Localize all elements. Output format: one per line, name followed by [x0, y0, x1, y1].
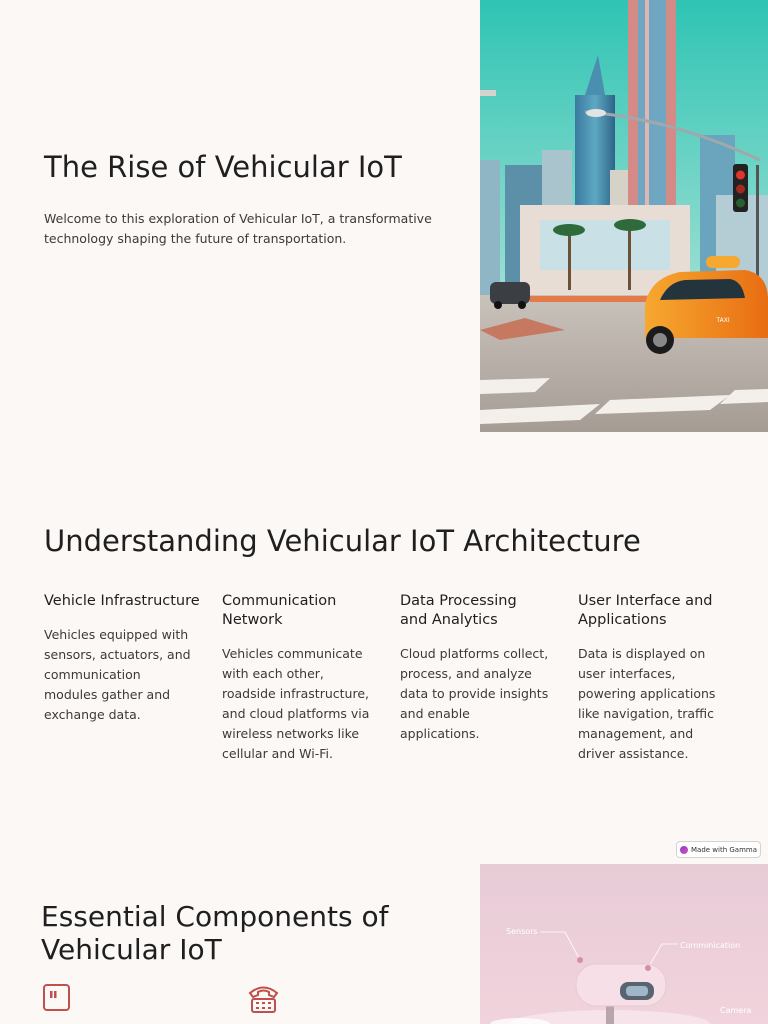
- architecture-column-communication-network: [222, 592, 382, 764]
- sensor-icon: [43, 984, 70, 1015]
- slide-rise-of-vehicular-iot: [0, 0, 768, 432]
- slide-title: Essential Components of Vehicular IoT: [41, 900, 389, 966]
- architecture-column-user-interface: [578, 592, 738, 764]
- architecture-column-vehicle-infrastructure: [44, 592, 204, 725]
- badge-label: Made with Gamma: [690, 845, 758, 854]
- slide-essential-components: [0, 864, 768, 1024]
- sensors-label: Sensors: [506, 927, 538, 936]
- vehicle-sensor-illustration: [480, 864, 768, 1024]
- column-heading: Communication Network: [222, 593, 337, 628]
- column-text: Cloud platforms collect, process, and analyze data to provide insights and enable applications.: [400, 646, 549, 741]
- column-heading: User Interface and Applications: [578, 593, 713, 628]
- slide-title: The Rise of Vehicular IoT: [44, 150, 402, 184]
- city-taxi-illustration: [480, 0, 768, 432]
- camera-label: Camera: [720, 1006, 752, 1015]
- slide-title: Understanding Vehicular IoT Architecture: [44, 524, 641, 558]
- taxi-sign-text: TAXI: [716, 317, 730, 324]
- architecture-column-data-processing: [400, 592, 560, 744]
- telephone-icon: [248, 984, 279, 1017]
- slide-intro-text: Welcome to this exploration of Vehicular IoT, a transformative technology shaping the future of transportation.: [44, 211, 432, 246]
- column-text: Data is displayed on user interfaces, powering applications like navigation, traffic management, and driver assistance.: [578, 646, 716, 761]
- column-text: Vehicles communicate with each other, roadside infrastructure, and cloud platforms via wireless networks like cellular and Wi-Fi.: [222, 646, 370, 761]
- slide-architecture: [0, 500, 768, 800]
- column-text: Vehicles equipped with sensors, actuators, and communication modules gather and exchange data.: [44, 627, 191, 722]
- column-heading: Vehicle Infrastructure: [44, 593, 200, 609]
- gamma-logo-icon: [680, 846, 688, 854]
- column-heading: Data Processing and Analytics: [400, 593, 517, 628]
- made-with-gamma-badge[interactable]: [676, 841, 761, 858]
- communication-label: Comminication: [680, 941, 741, 950]
